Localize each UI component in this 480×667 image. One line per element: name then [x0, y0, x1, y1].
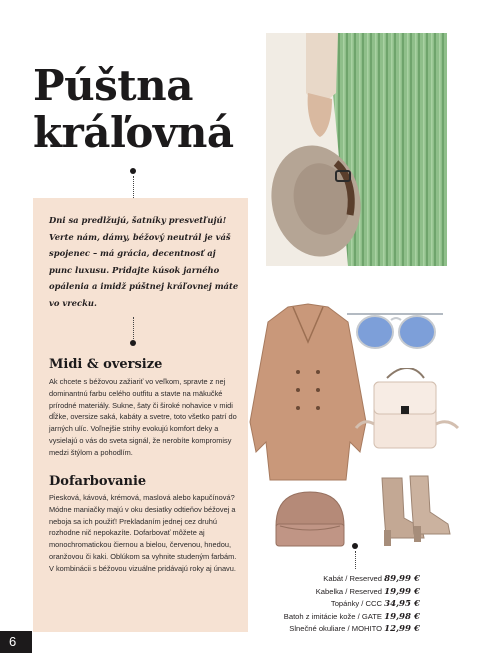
price-item: Topánky / CCC 34,95 €	[330, 599, 420, 610]
page-number: 6	[0, 631, 32, 653]
boots-image	[372, 468, 452, 548]
price-item: Kabát / Reserved 89,99 €	[323, 574, 420, 584]
dotted-connector	[133, 317, 134, 339]
hat-photo	[266, 33, 447, 266]
handbag-image	[270, 486, 350, 548]
bullet-dot	[130, 340, 136, 346]
section-body-midi: Ak chcete s béžovou zažiariť vo veľkom, spravte z nej dominantnú farbu celého outfitu a stavte na mäkučké prírodné materiály. Sukne, šaty či široké nohavice v midi dĺžke, oversize saká, kabáty a svetre, toto všetko patrí do jarných ulíc. Voľnejšie strihy evokujú komfort deky a vysielajú o vás do sveta signál, že nerobíte kompromisy medzi štýlom a pohodlím.	[49, 377, 237, 457]
price-item: Slnečné okuliare / MOHITO 12,99 €	[289, 624, 420, 635]
title-line-1: Púštna	[33, 61, 193, 110]
section-title-dofarbovanie: Dofarbovanie	[49, 474, 147, 489]
dotted-connector	[355, 551, 356, 569]
backpack-image	[352, 368, 462, 458]
bullet-dot	[352, 543, 358, 549]
price-list	[262, 573, 420, 636]
price-item: Kabelka / Reserved 19,99 €	[315, 586, 420, 597]
sunglasses-image	[345, 300, 445, 360]
title-line-2: kráľovná	[33, 108, 234, 157]
section-body-dofarbovanie: Piesková, kávová, krémová, maslová alebo kapučínová? Módne maniačky majú v oku desiatky odtieňov béžovej a neboja sa ich použiť! Prekladaním jednej cez druhú rozhodne nič nepokazíte. Dofarbovať môžete aj monochromatickou čiernou a bielou, červenou, hnedou, oranžovou či kaki. Oblúkom sa vyhnite studeným farbám. V kombinácii s béžovou vizuálne pridávajú roky aj únavu.	[49, 493, 237, 573]
bullet-dot	[130, 168, 136, 174]
intro-text: Dni sa predlžujú, šatníky presvetľujú! Verte nám, dámy, béžový neutrál je váš spojenec – má grácia, decentnosť aj punc luxusu. Pridajte kúsok jarného opálenia a imidž púštnej kráľovnej máte vo vrecku.	[49, 215, 239, 308]
section-title-midi: Midi & oversize	[49, 357, 163, 372]
price-item: Batoh z imitácie kože / GATE 19,98 €	[283, 611, 420, 622]
article-title	[33, 62, 263, 156]
